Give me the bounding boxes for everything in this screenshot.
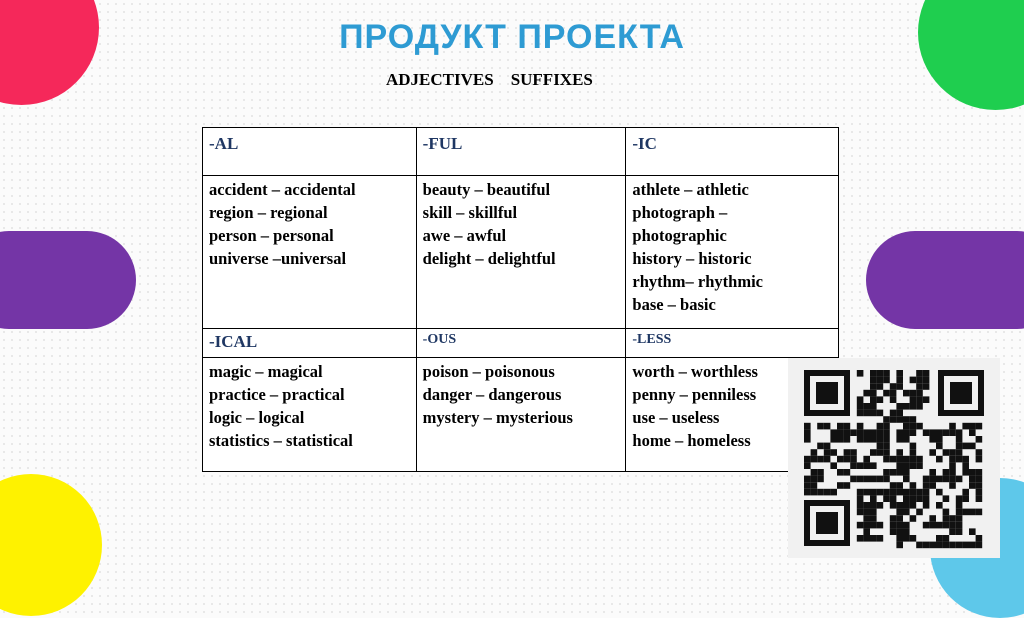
word-pair: athlete – athletic xyxy=(632,180,749,199)
table-row xyxy=(203,329,839,358)
suffix-header: -OUS xyxy=(416,329,626,358)
word-list xyxy=(203,358,417,472)
suffix-header: -IC xyxy=(626,128,839,176)
decor-pill-right xyxy=(866,231,1024,329)
word-pair: skill – skillful xyxy=(422,203,518,222)
word-pair: universe –universal xyxy=(209,249,347,268)
suffix-header: -FUL xyxy=(416,128,626,176)
word-pair: history – historic xyxy=(632,249,752,268)
word-pair: statistics – statistical xyxy=(209,431,353,450)
suffix-table xyxy=(202,127,839,472)
word-pair: danger – dangerous xyxy=(422,385,562,404)
word-pair: base – basic xyxy=(632,295,716,314)
word-pair: logic – logical xyxy=(209,408,305,427)
word-pair: mystery – mysterious xyxy=(422,408,573,427)
suffix-header: -LESS xyxy=(626,329,839,358)
word-pair: awe – awful xyxy=(422,226,507,245)
word-pair: photographic xyxy=(632,226,727,245)
table-row xyxy=(203,358,839,472)
word-pair: beauty – beautiful xyxy=(422,180,551,199)
word-pair: person – personal xyxy=(209,226,334,245)
page-subtitle: ADJECTIVES SUFFIXES xyxy=(386,70,593,89)
qr-code-graphic xyxy=(788,358,1000,558)
word-pair: worth – worthless xyxy=(632,362,758,381)
word-pair: photograph – xyxy=(632,203,728,222)
word-list xyxy=(416,176,626,329)
word-pair: region – regional xyxy=(209,203,328,222)
word-pair: practice – practical xyxy=(209,385,345,404)
word-pair: penny – penniless xyxy=(632,385,757,404)
word-pair: magic – magical xyxy=(209,362,323,381)
word-pair: accident – accidental xyxy=(209,180,356,199)
decor-circle-yellow xyxy=(0,474,102,616)
word-pair: delight – delightful xyxy=(422,249,556,268)
suffix-header: -AL xyxy=(203,128,417,176)
word-pair: rhythm– rhythmic xyxy=(632,272,764,291)
word-list xyxy=(416,358,626,472)
qr-code-icon xyxy=(788,358,1000,558)
word-pair: use – useless xyxy=(632,408,720,427)
word-list xyxy=(626,176,839,329)
word-pair: poison – poisonous xyxy=(422,362,555,381)
suffix-header: -ICAL xyxy=(203,329,417,358)
page-title: ПРОДУКТ ПРОЕКТА xyxy=(339,18,685,56)
word-list xyxy=(203,176,417,329)
table-row xyxy=(203,128,839,176)
table-row xyxy=(203,176,839,329)
word-pair: home – homeless xyxy=(632,431,751,450)
decor-pill-left xyxy=(0,231,136,329)
